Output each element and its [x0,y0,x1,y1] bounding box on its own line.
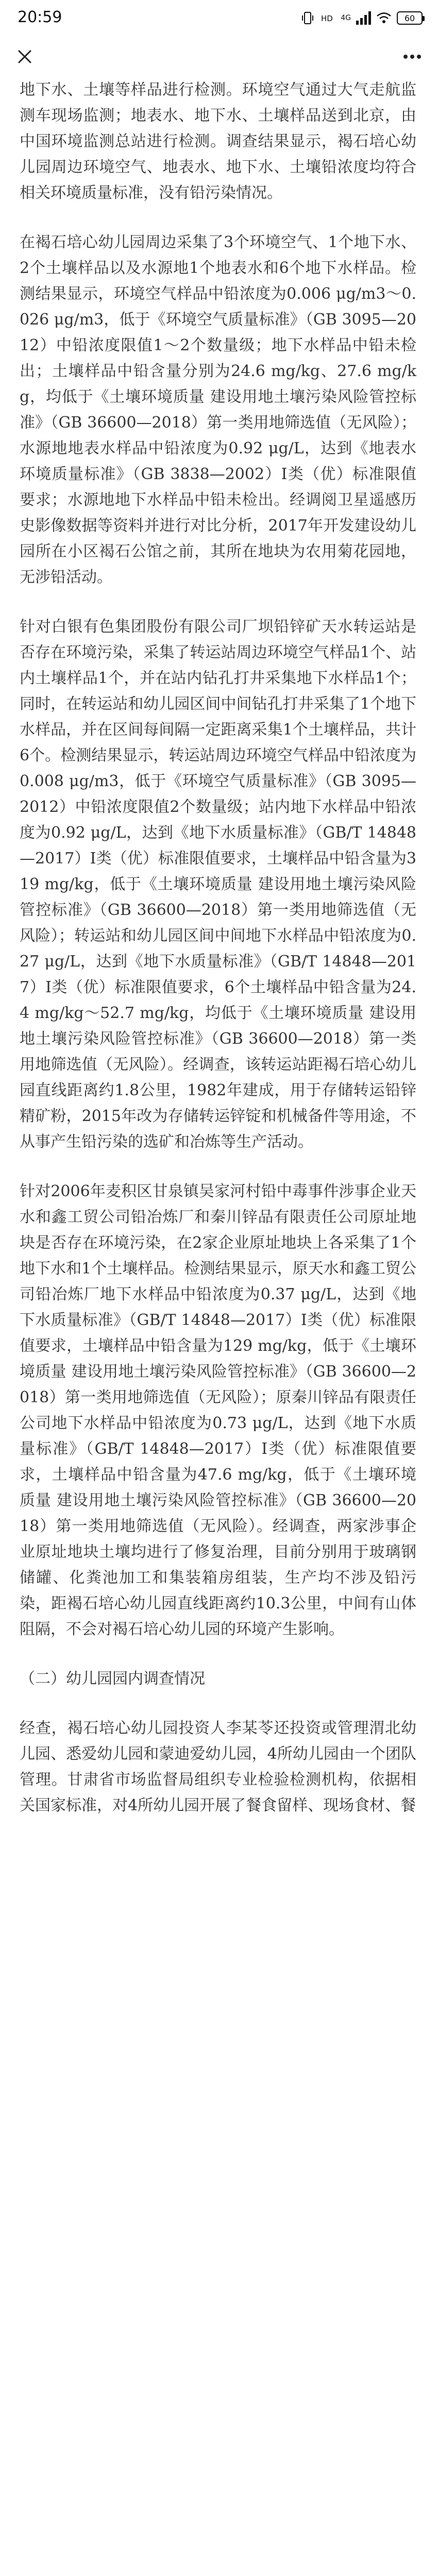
status-bar [0,0,438,36]
article-paragraph: 针对白银有色集团股份有限公司厂坝铅锌矿天水转运站是否存在环境污染，采集了转运站周边环境空气样品1个、站内土壤样品1个，并在站内钻孔打井采集地下水样品1个；同时，在转运站和幼儿园区间中间钻孔打井采集了1个地下水样品，并在区间每间隔一定距离采集1个土壤样品，共计6个。检测结果显示，转运站周边环境空气样品中铅浓度为0.008 μg/m3，低于《环境空气质量标准》（GB 3095—2012）中铅浓度限值2个数量级；站内地下水样品中铅浓度为0.92 μg/L，达到《地下水质量标准》（GB/T 14848—2017）Ⅰ类（优）标准限值要求，土壤样品中铅含量为319 mg/kg，低于《土壤环境质量 建设用地土壤污染风险管控标准》（GB 36600—2018）第一类用地筛选值（无风险）；转运站和幼儿园区间中间地下水样品中铅浓度为0.27 μg/L，达到《地下水质量标准》（GB/T 14848—2017）Ⅰ类（优）标准限值要求，6个土壤样品中铅含量为24.4 mg/kg～52.7 mg/kg，均低于《土壤环境质量 建设用地土壤污染风险管控标准》（GB 36600—2018）第一类用地筛选值（无风险）。经调查，该转运站距褐石培心幼儿园直线距离约1.8公里，1982年建成，用于存储转运铅锌精矿粉，2015年改为存储转运锌锭和机械备件等用途，不从事产生铅污染的选矿和冶炼等生产活动。 [20,618,416,1151]
section-heading: （二）幼儿园园内调查情况 [20,1670,205,1688]
more-dots-icon [403,54,422,59]
signal-icon [356,11,371,25]
article-body [20,77,416,1842]
network-type: 4G [341,14,351,22]
wifi-icon [376,11,392,25]
article-paragraph: 针对2006年麦积区甘泉镇吴家河村铅中毒事件涉事企业天水和鑫工贸公司铅冶炼厂和秦川锌品有限责任公司原址地块是否存在环境污染，在2家企业原址地块上各采集了1个地下水和1个土壤样品。检测结果显示，原天水和鑫工贸公司铅冶炼厂地下水样品中铅浓度为0.37 μg/L，达到《地下水质量标准》（GB/T 14848—2017）Ⅰ类（优）标准限值要求，土壤样品中铅含量为129 mg/kg，低于《土壤环境质量 建设用地土壤污染风险管控标准》（GB 36600—2018）第一类用地筛选值（无风险）；原秦川锌品有限责任公司地下水样品中铅浓度为0.73 μg/L，达到《地下水质量标准》（GB/T 14848—2017）Ⅰ类（优）标准限值要求，土壤样品中铅含量为47.6 mg/kg，低于《土壤环境质量 建设用地土壤污染风险管控标准》（GB 36600—2018）第一类用地筛选值（无风险）。经调查，两家涉事企业原址地块土壤均进行了修复治理，目前分别用于玻璃钢储罐、化粪池加工和集装箱房组装，生产均不涉及铅污染，距褐石培心幼儿园直线距离约10.3公里，中间有山体阻隔，不会对褐石培心幼儿园的环境产生影响。 [20,1182,416,1638]
article-paragraph: 地下水、土壤等样品进行检测。环境空气通过大气走航监测车现场监测；地表水、地下水、土壤样品送到北京，由中国环境监测总站进行检测。调查结果显示，褐石培心幼儿园周边环境空气、地表水、地下水、土壤铅浓度均符合相关环境质量标准，没有铅污染情况。 [20,81,416,202]
svg-text:HD: HD [321,14,333,23]
article-paragraph: 在褐石培心幼儿园周边采集了3个环境空气、1个地下水、2个土壤样品以及水源地1个地表水和6个地下水样品。检测结果显示，环境空气样品中铅浓度为0.006 μg/m3～0.026 μg/m3，低于《环境空气质量标准》（GB 3095—2012）中铅浓度限值1～2个数量级；地下水样品中铅未检出；土壤样品中铅含量分别为24.6 mg/kg、27.6 mg/kg，均低于《土壤环境质量 建设用地土壤污染风险管控标准》（GB 36600—2018）第一类用地筛选值（无风险）；水源地地表水样品中铅浓度为0.92 μg/L，达到《地表水环境质量标准》（GB 3838—2002）Ⅰ类（优）标准限值要求；水源地地下水样品中铅未检出。经调阅卫星遥感历史影像数据等资料并进行对比分析，2017年开发建设幼儿园所在小区褐石公馆之前，其所在地块为农用菊花园地，无涉铅活动。 [20,233,416,586]
close-icon [17,49,32,64]
battery-level: 60 [404,13,415,23]
status-time: 20:59 [18,8,62,26]
more-button[interactable] [400,44,425,69]
vibrate-icon [300,11,315,25]
article-paragraph: 经查，褐石培心幼儿园投资人李某苓还投资或管理渭北幼儿园、悉爱幼儿园和蒙迪爱幼儿园，4所幼儿园由一个团队管理。甘肃省市场监督局组织专业检验检测机构，依据相关国家标准，对4所幼儿园开展了餐食留样、现场食材、餐 [20,1719,416,1815]
hd-icon [320,12,335,24]
close-button[interactable] [12,44,37,69]
status-icons [300,9,423,27]
nav-bar [0,36,438,77]
battery-icon [397,11,423,25]
